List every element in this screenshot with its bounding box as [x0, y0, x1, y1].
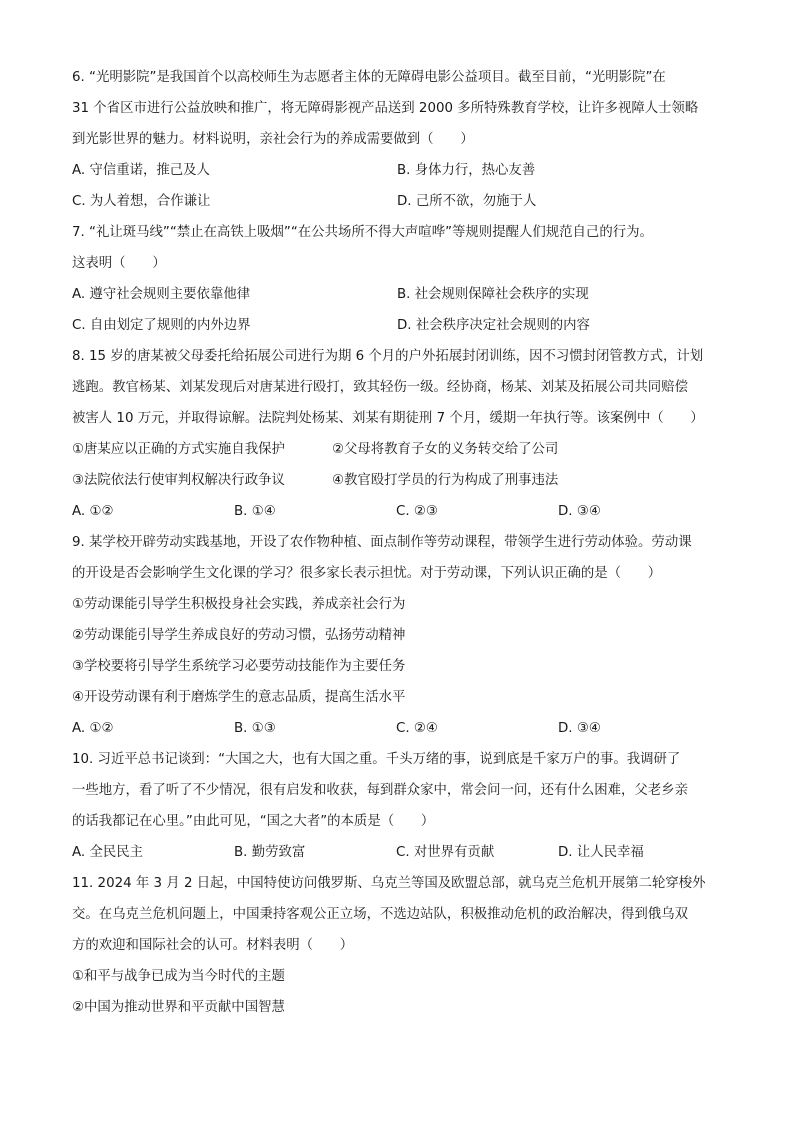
- question-stem-line: 的开设是否会影响学生文化课的学习？很多家长表示担忧。对于劳动课，下列认识正确的是（ ）: [72, 566, 662, 581]
- option-row: [72, 496, 732, 527]
- statement-item: ②父母将教育子女的义务转交给了公司: [332, 442, 559, 457]
- answer-option: B. ①④: [234, 504, 276, 519]
- answer-option: B. 社会规则保障社会秩序的实现: [397, 287, 589, 302]
- question-stem-line: 8. 15 岁的唐某被父母委托给拓展公司进行为期 6 个月的户外拓展封闭训练，因不习惯封闭管教方式，计划: [72, 349, 704, 364]
- answer-option: B. 身体力行，热心友善: [397, 163, 536, 178]
- question-stem-line: 交。在乌克兰危机问题上，中国秉持客观公正立场，不选边站队，积极推动危机的政治解决，得到俄乌双: [72, 907, 688, 922]
- answer-option: C. 为人着想，合作谦让: [72, 194, 211, 209]
- question-block: [72, 62, 732, 217]
- question-stem-line: 到光影世界的魅力。材料说明，亲社会行为的养成需要做到（ ）: [72, 132, 474, 147]
- statement-item: ③法院依法行使审判权解决行政争议: [72, 473, 285, 488]
- answer-option: B. ①③: [234, 721, 276, 736]
- question-block: [72, 341, 732, 527]
- question-block: [72, 527, 732, 744]
- question-block: [72, 868, 732, 1023]
- answer-option: D. ③④: [558, 721, 601, 736]
- answer-option: D. 己所不欲，勿施于人: [397, 194, 537, 209]
- exam-page: [72, 62, 732, 1023]
- statement-item: ③学校要将引导学生系统学习必要劳动技能作为主要任务: [72, 659, 406, 674]
- statement-item: ②中国为推动世界和平贡献中国智慧: [72, 1000, 285, 1015]
- answer-option: D. 社会秩序决定社会规则的内容: [397, 318, 590, 333]
- option-row: [72, 310, 732, 341]
- question-stem-line: 方的欢迎和国际社会的认可。材料表明（ ）: [72, 938, 354, 953]
- answer-option: D. 让人民幸福: [558, 845, 644, 860]
- answer-option: A. ①②: [72, 504, 114, 519]
- statement-item: ②劳动课能引导学生养成良好的劳动习惯，弘扬劳动精神: [72, 628, 406, 643]
- question-block: [72, 217, 732, 341]
- question-stem-line: 7. “礼让斑马线”“禁止在高铁上吸烟”“在公共场所不得大声喧哗”等规则提醒人们规范自己的行为。: [72, 225, 653, 240]
- question-stem-line: 9. 某学校开辟劳动实践基地，开设了农作物种植、面点制作等劳动课程，带领学生进行劳动体验。劳动课: [72, 535, 692, 550]
- statement-row: [72, 434, 732, 465]
- question-stem-line: 被害人 10 万元，并取得谅解。法院判处杨某、刘某有期徒刑 7 个月，缓期一年执行等。该案例中（ ）: [72, 411, 704, 426]
- answer-option: A. 全民民主: [72, 845, 143, 860]
- option-row: [72, 837, 732, 868]
- statement-row: [72, 465, 732, 496]
- question-block: [72, 744, 732, 868]
- answer-option: D. ③④: [558, 504, 601, 519]
- option-row: [72, 155, 732, 186]
- question-stem-line: 11. 2024 年 3 月 2 日起，中国特使访问俄罗斯、乌克兰等国及欧盟总部，就乌克兰危机开展第二轮穿梭外: [72, 876, 706, 891]
- option-row: [72, 279, 732, 310]
- answer-option: C. ②④: [396, 721, 438, 736]
- option-row: [72, 186, 732, 217]
- question-stem-line: 31 个省区市进行公益放映和推广，将无障碍影视产品送到 2000 多所特殊教育学校，让许多视障人士领略: [72, 101, 699, 116]
- statement-item: ①唐某应以正确的方式实施自我保护: [72, 442, 285, 457]
- question-stem-line: 逃跑。教官杨某、刘某发现后对唐某进行殴打，致其轻伤一级。经协商，杨某、刘某及拓展公司共同赔偿: [72, 380, 688, 395]
- question-stem-line: 这表明（ ）: [72, 256, 166, 271]
- option-row: [72, 713, 732, 744]
- question-stem-line: 的话我都记在心里。”由此可见，“国之大者”的本质是（ ）: [72, 814, 435, 829]
- answer-option: A. 遵守社会规则主要依靠他律: [72, 287, 251, 302]
- answer-option: A. 守信重诺，推己及人: [72, 163, 210, 178]
- answer-option: C. 对世界有贡献: [396, 845, 495, 860]
- answer-option: C. 自由划定了规则的内外边界: [72, 318, 251, 333]
- question-stem-line: 10. 习近平总书记谈到：“大国之大，也有大国之重。千头万绪的事，说到底是千家万户的事。我调研了: [72, 752, 681, 767]
- answer-option: C. ②③: [396, 504, 438, 519]
- answer-option: B. 勤劳致富: [234, 845, 306, 860]
- statement-item: ①劳动课能引导学生积极投身社会实践，养成亲社会行为: [72, 597, 406, 612]
- question-stem-line: 一些地方，看了听了不少情况，很有启发和收获，每到群众家中，常会问一问，还有什么困难，父老乡亲: [72, 783, 688, 798]
- statement-item: ④教官殴打学员的行为构成了刑事违法: [332, 473, 559, 488]
- statement-item: ④开设劳动课有利于磨炼学生的意志品质，提高生活水平: [72, 690, 406, 705]
- question-stem-line: 6. “光明影院”是我国首个以高校师生为志愿者主体的无障碍电影公益项目。截至目前，“光明影院”在: [72, 70, 666, 85]
- statement-item: ①和平与战争已成为当今时代的主题: [72, 969, 285, 984]
- answer-option: A. ①②: [72, 721, 114, 736]
